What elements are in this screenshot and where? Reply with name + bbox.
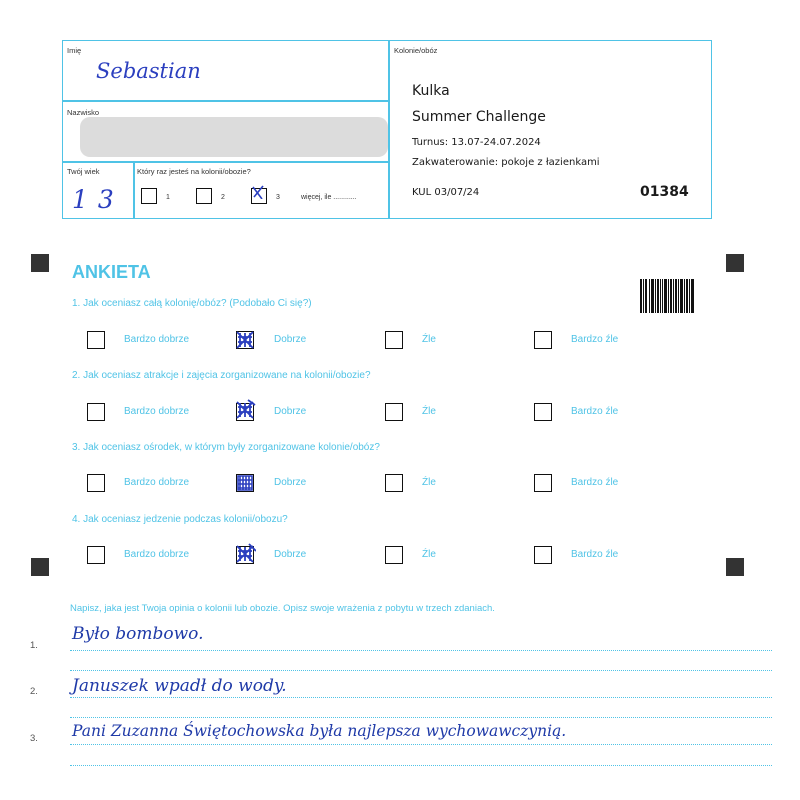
line-number: 3. [30, 733, 38, 744]
q4-option-zle[interactable] [385, 546, 403, 564]
checkmark-icon [250, 183, 266, 199]
camp-code: KUL 03/07/24 [412, 187, 480, 198]
divider [63, 100, 388, 102]
camp-name-line-1: Kulka [412, 83, 450, 99]
option-3-label: 3 [276, 194, 280, 201]
q3-label-bardzo-zle: Bardzo źle [571, 477, 619, 488]
registration-marker [726, 558, 744, 576]
line-number: 2. [30, 686, 38, 697]
dotted-line [70, 744, 772, 745]
nazwisko-label: Nazwisko [67, 108, 100, 117]
q1-option-bardzo-zle[interactable] [534, 331, 552, 349]
question-3: 3. Jak oceniasz ośrodek, w którym były zorganizowane kolonie/obóz? [72, 442, 380, 453]
q1-label-bardzo-zle: Bardzo źle [571, 334, 619, 345]
q4-option-bardzo-zle[interactable] [534, 546, 552, 564]
q4-label-zle: Źle [422, 549, 436, 560]
registration-marker [726, 254, 744, 272]
scribble-mark-icon [234, 543, 256, 565]
q2-label-bardzo-zle: Bardzo źle [571, 406, 619, 417]
q1-option-zle[interactable] [385, 331, 403, 349]
registration-marker [31, 254, 49, 272]
q1-label-zle: Źle [422, 334, 436, 345]
q3-label-dobrze: Dobrze [274, 477, 307, 488]
divider [133, 161, 135, 219]
q2-label-zle: Źle [422, 406, 436, 417]
q4-label-bardzo-zle: Bardzo źle [571, 549, 619, 560]
q1-label-dobrze: Dobrze [274, 334, 307, 345]
option-more-label: więcej, ile ............ [301, 194, 357, 201]
option-2-checkbox[interactable] [196, 188, 212, 204]
barcode-icon [640, 279, 694, 313]
answer-line-1[interactable]: Było bombowo. [72, 624, 204, 644]
dotted-line [70, 670, 772, 671]
scribble-mark-icon [234, 399, 256, 421]
q2-option-zle[interactable] [385, 403, 403, 421]
q3-label-bardzo-dobrze: Bardzo dobrze [124, 477, 190, 488]
q2-option-bardzo-zle[interactable] [534, 403, 552, 421]
wiek-value[interactable]: 13 [72, 185, 124, 214]
dotted-line [70, 765, 772, 766]
option-1-checkbox[interactable] [141, 188, 157, 204]
q2-option-bardzo-dobrze[interactable] [87, 403, 105, 421]
q1-label-bardzo-dobrze: Bardzo dobrze [124, 334, 190, 345]
q2-label-dobrze: Dobrze [274, 406, 307, 417]
q1-option-bardzo-dobrze[interactable] [87, 331, 105, 349]
option-3-checkbox[interactable] [251, 188, 267, 204]
q3-label-zle: Źle [422, 477, 436, 488]
survey-title: ANKIETA [72, 262, 151, 282]
kolonie-label: Kolonie/obóz [394, 46, 438, 55]
imie-value[interactable]: Sebastian [96, 59, 201, 83]
option-2-label: 2 [221, 194, 225, 201]
question-1: 1. Jak oceniasz całą kolonię/obóz? (Podobało Ci się?) [72, 298, 312, 309]
q4-option-bardzo-dobrze[interactable] [87, 546, 105, 564]
camp-name-line-2: Summer Challenge [412, 109, 546, 125]
imie-label: Imię [67, 46, 82, 55]
answer-line-3[interactable]: Pani Zuzanna Świętochowska była najlepsza wychowawczynią. [72, 722, 567, 740]
line-number: 1. [30, 640, 38, 651]
q2-label-bardzo-dobrze: Bardzo dobrze [124, 406, 190, 417]
divider [388, 41, 390, 219]
question-2: 2. Jak oceniasz atrakcje i zajęcia zorganizowane na kolonii/obozie? [72, 370, 371, 381]
q4-label-bardzo-dobrze: Bardzo dobrze [124, 549, 190, 560]
q3-option-bardzo-dobrze[interactable] [87, 474, 105, 492]
divider [63, 161, 388, 163]
turnus-text: Turnus: 13.07-24.07.2024 [412, 137, 541, 148]
wiek-label: Twój wiek [67, 167, 100, 176]
scribble-mark-icon [234, 329, 256, 351]
answer-line-2[interactable]: Januszek wpadł do wody. [72, 676, 287, 696]
ktory-raz-label: Który raz jesteś na kolonii/obozie? [137, 167, 251, 176]
q3-option-zle[interactable] [385, 474, 403, 492]
registration-marker [31, 558, 49, 576]
form-number: 01384 [640, 184, 689, 200]
dotted-line [70, 697, 772, 698]
q4-label-dobrze: Dobrze [274, 549, 307, 560]
zakwaterowanie-text: Zakwaterowanie: pokoje z łazienkami [412, 157, 600, 168]
dotted-line [70, 717, 772, 718]
redacted-surname [80, 117, 388, 157]
scribble-mark-icon [234, 472, 256, 494]
option-1-label: 1 [166, 194, 170, 201]
dotted-line [70, 650, 772, 651]
q3-option-bardzo-zle[interactable] [534, 474, 552, 492]
question-4: 4. Jak oceniasz jedzenie podczas kolonii/obozu? [72, 514, 288, 525]
opinion-prompt: Napisz, jaka jest Twoja opinia o kolonii lub obozie. Opisz swoje wrażenia z pobytu w trzech zdaniach. [70, 603, 495, 614]
